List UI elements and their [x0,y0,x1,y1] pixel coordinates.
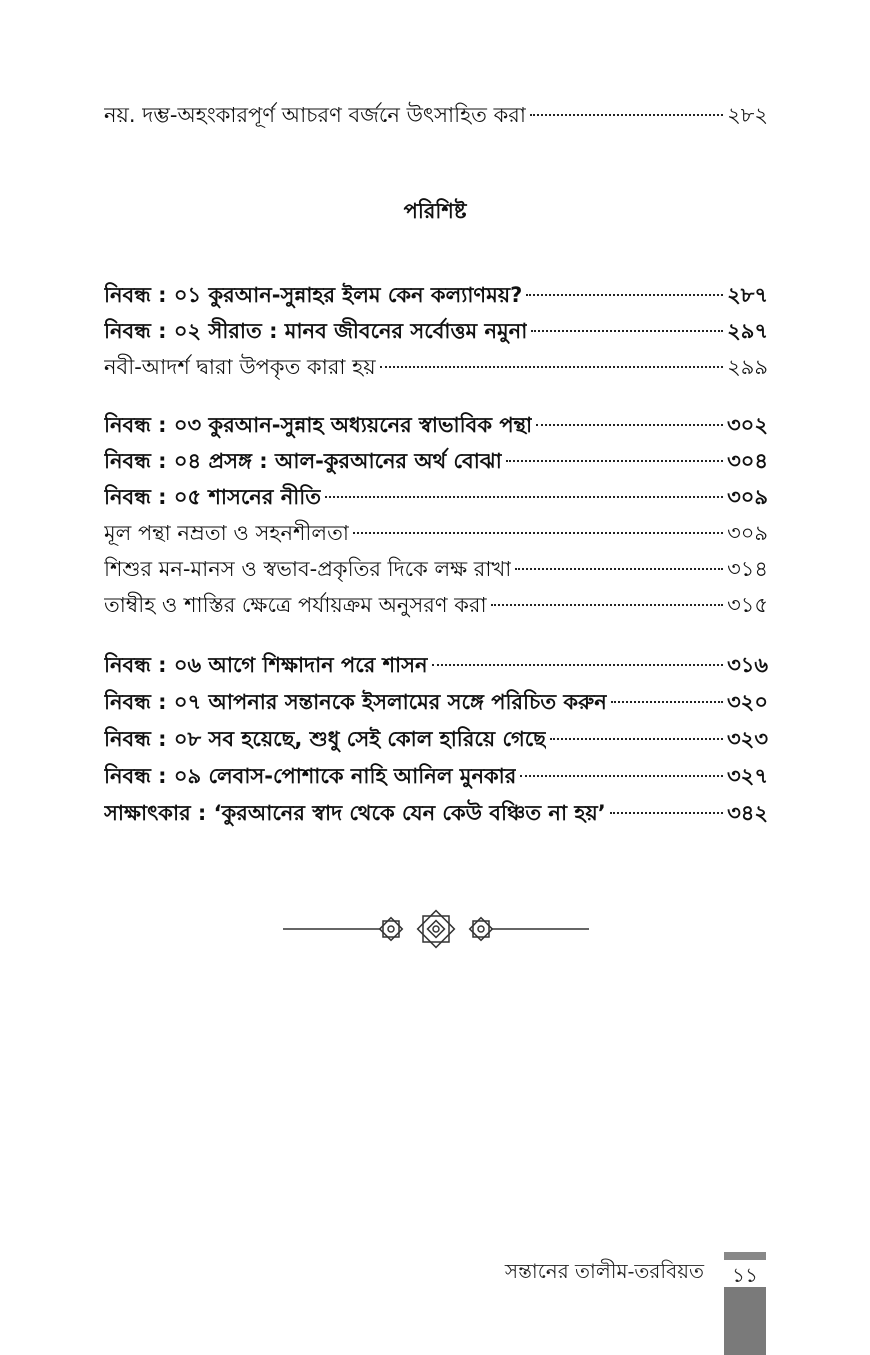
dot-leader [530,113,723,116]
toc-entry-title: নিবন্ধ : ০৯ লেবাস-পোশাকে নাহি আনিল মুনকার [104,764,517,788]
toc-entry-page: ৩২৭ [727,764,768,788]
dot-leader [531,329,723,332]
toc-entry-page: ৩১৪ [727,557,768,581]
toc-entry [104,349,768,385]
page-tab [724,1287,766,1355]
page-tab-accent [724,1252,766,1260]
toc-entry-title: নিবন্ধ : ০৪ প্রসঙ্গ : আল-কুরআনের অর্থ বোঝা [104,449,502,473]
toc-entry-title: নয়. দম্ভ-অহংকারপূর্ণ আচরণ বর্জনে উৎসাহিত করা [104,103,526,127]
toc-entry-page: ৩০৯ [727,521,768,545]
dot-leader [325,495,723,498]
toc-entry-title: তাম্বীহ ও শাস্তির ক্ষেত্রে পর্যায়ক্রম অনুসরণ করা [104,593,487,617]
toc-entry-title: নিবন্ধ : ০৮ সব হয়েছে, শুধু সেই কোল হারিয়ে গেছে [104,727,546,751]
toc-entry-title: শিশুর মন-মানস ও স্বভাব-প্রকৃতির দিকে লক্ষ রাখা [104,557,512,581]
toc-entry [104,551,768,587]
toc-entry-title: নিবন্ধ : ০৭ আপনার সন্তানকে ইসলামের সঙ্গে পরিচিত করুন [104,690,607,714]
toc-entry [104,443,768,479]
toc-entry [104,313,768,349]
toc-entry [104,479,768,515]
toc-entry-page: ২৯৭ [727,319,768,343]
toc-entry-page: ৩০২ [727,413,768,437]
toc-entry-page: ৩২০ [727,690,768,714]
dot-leader [432,663,724,666]
toc-entry-page: ২৯৯ [727,355,768,379]
toc-entry [104,277,768,313]
floral-divider-icon [283,905,589,953]
dot-leader [526,293,723,296]
toc-entry [104,758,768,794]
dot-leader [520,774,723,777]
dot-leader [491,603,724,606]
toc-entry [104,721,768,757]
toc-entry-page: ৩০৯ [727,485,768,509]
dot-leader [610,811,723,814]
toc-entry-page: ৩২৩ [727,727,768,751]
toc-entry [104,407,768,443]
toc-entry [104,684,768,720]
toc-entry [104,587,768,623]
toc-entry-page: ৩৪২ [727,801,768,825]
toc-entry-title: মূল পন্থা নম্রতা ও সহনশীলতা [104,521,349,545]
book-title-footer: সন্তানের তালীম-তরবিয়ত [504,1259,704,1283]
appendix-heading: পরিশিষ্ট [403,199,467,223]
toc-entry-title: নিবন্ধ : ০৩ কুরআন-সুন্নাহ অধ্যয়নের স্বাভাবিক পন্থা [104,413,533,437]
toc-entry-page: ২৮২ [727,103,768,127]
dot-leader [611,700,723,703]
page-number: ১১ [732,1263,758,1287]
toc-entry-title: সাক্ষাৎকার : ‘কুরআনের স্বাদ থেকে যেন কেউ বঞ্চিত না হয়’ [104,801,606,825]
toc-entry-title: নিবন্ধ : ০৫ শাসনের নীতি [104,485,322,509]
dot-leader [515,567,723,570]
toc-entry-page: ৩১৬ [727,653,768,677]
toc-entry-page: ৩১৫ [727,593,768,617]
toc-entry-title: নবী-আদর্শ দ্বারা উপকৃত কারা হয় [104,355,376,379]
toc-entry-title: নিবন্ধ : ০২ সীরাত : মানব জীবনের সর্বোত্তম নমুনা [104,319,528,343]
toc-entry-page: ২৮৭ [727,283,768,307]
toc-entry-page: ৩০৪ [727,449,768,473]
dot-leader [353,531,723,534]
dot-leader [550,737,723,740]
toc-entry-title: নিবন্ধ : ০৬ আগে শিক্ষাদান পরে শাসন [104,653,428,677]
toc-entry [104,647,768,683]
toc-entry [104,97,768,133]
dot-leader [506,459,723,462]
toc-entry [104,515,768,551]
toc-entry-title: নিবন্ধ : ০১ কুরআন-সুন্নাহর ইলম কেন কল্যাণময়? [104,283,523,307]
toc-entry [104,795,768,831]
dot-leader [536,423,723,426]
dot-leader [380,365,724,368]
